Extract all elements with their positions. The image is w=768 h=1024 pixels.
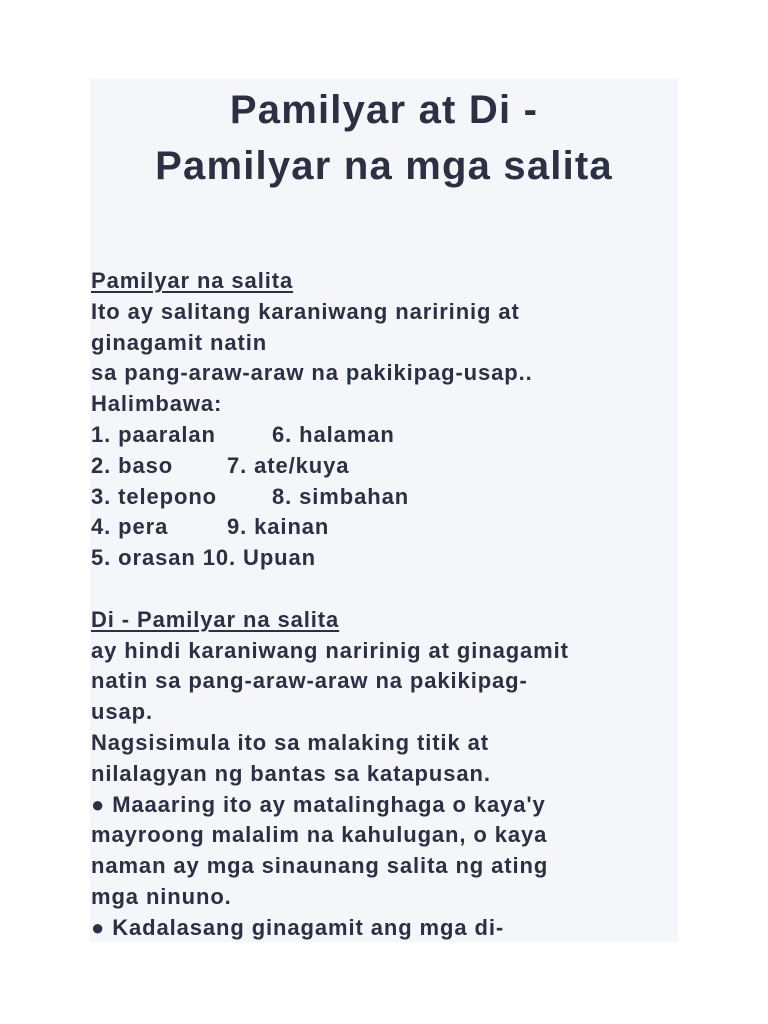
- familiar-text-line: Ito ay salitang karaniwang naririnig at: [91, 298, 520, 324]
- example-row: [91, 543, 678, 574]
- examples-label: Halimbawa:: [91, 391, 223, 417]
- document-body: [91, 266, 678, 942]
- bullet-text-line: ● Kadalasang ginagamit ang mga di-: [91, 914, 505, 940]
- familiar-text-line: sa pang-araw-araw na pakikipag-usap..: [91, 360, 533, 386]
- example-row: [91, 451, 678, 482]
- example-item: 4. pera: [91, 514, 169, 540]
- unfamiliar-text-line: usap.: [91, 699, 153, 725]
- bullet-text-line: mayroong malalim na kahulugan, o kaya: [91, 822, 548, 848]
- example-item: 1. paaralan: [91, 421, 216, 447]
- example-row: [91, 420, 678, 451]
- example-row: [91, 512, 678, 543]
- document-title: [90, 79, 678, 194]
- bullet-text-line: naman ay mga sinaunang salita ng ating: [91, 853, 549, 879]
- spacer: [91, 574, 678, 605]
- example-item: 5. orasan: [91, 545, 196, 571]
- bullet-text-line: mga ninuno.: [91, 883, 232, 909]
- example-item: 6. halaman: [272, 421, 395, 447]
- unfamiliar-text-line: ay hindi karaniwang naririnig at ginagamit: [91, 637, 569, 663]
- familiar-heading: Pamilyar na salita: [91, 268, 294, 293]
- unfamiliar-text-line: nilalagyan ng bantas sa katapusan.: [91, 760, 491, 786]
- example-item: 3. telepono: [91, 483, 218, 509]
- unfamiliar-text-line: Nagsisimula ito sa malaking titik at: [91, 729, 489, 755]
- example-item: 2. baso: [91, 452, 174, 478]
- title-line-1: Pamilyar at Di -: [229, 88, 539, 132]
- document-panel: [90, 79, 678, 942]
- example-item: 8. simbahan: [272, 483, 410, 509]
- example-item: 10. Upuan: [202, 545, 316, 571]
- example-item: 9. kainan: [227, 514, 330, 540]
- familiar-text-line: ginagamit natin: [91, 329, 268, 355]
- unfamiliar-text-line: natin sa pang-araw-araw na pakikipag-: [91, 668, 528, 694]
- example-item: 7. ate/kuya: [227, 452, 350, 478]
- example-row: [91, 482, 678, 513]
- title-line-2: Pamilyar na mga salita: [155, 144, 613, 188]
- bullet-text-line: ● Maaaring ito ay matalinghaga o kaya'y: [91, 791, 546, 817]
- unfamiliar-heading: Di - Pamilyar na salita: [91, 606, 340, 632]
